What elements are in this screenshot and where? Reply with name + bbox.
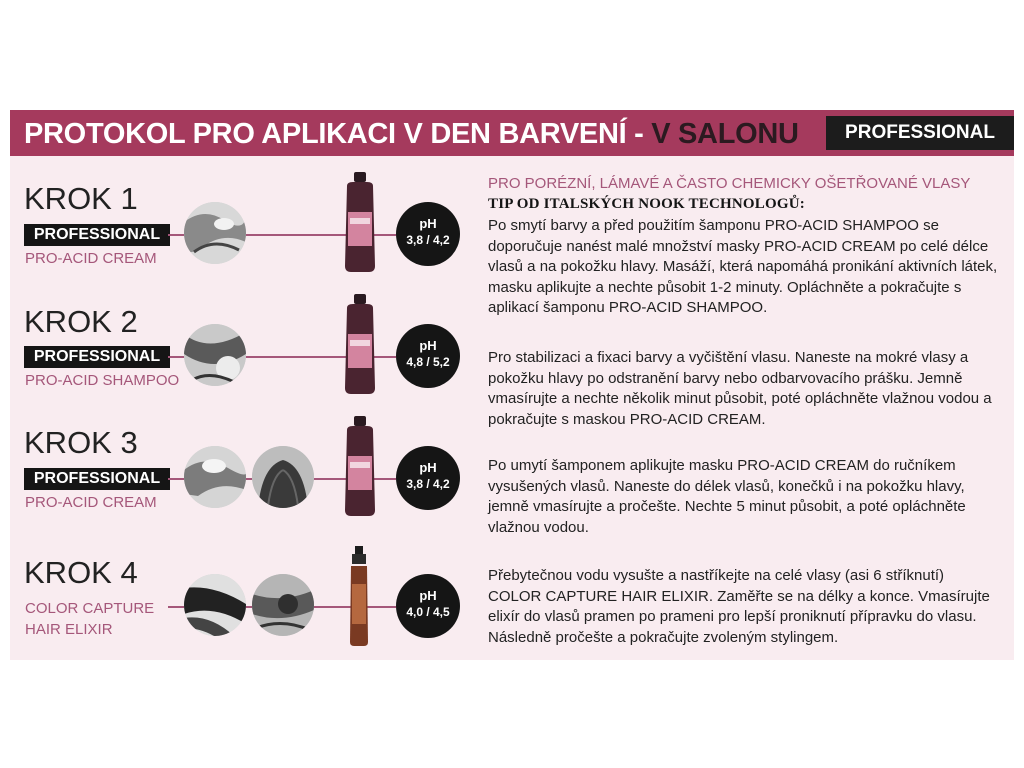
step-2-ph-badge xyxy=(396,324,460,388)
step-3-product: PRO-ACID CREAM xyxy=(25,494,157,511)
step-3-bottle-icon xyxy=(341,416,379,516)
step-1-hair-photo xyxy=(184,202,246,264)
page-title xyxy=(24,114,799,154)
step-3-ph-badge xyxy=(396,446,460,510)
step-4-hair-photo-a xyxy=(184,574,246,636)
step-4-description: Přebytečnou vodu vysušte a nastříkejte na celé vlasy (asi 6 stříknutí) COLOR CAPTURE HAIR ELIXIR. Zaměřte se na délky a konce. Vmasírujte elixír do vlasů pramen po prameni pro lepší proniknutí přípravku do vlasu. Následně pročešte a pokračujte zvoleným stylingem. xyxy=(488,567,990,646)
step-1-bottle-icon xyxy=(341,172,379,272)
step-4-ph-label: pH xyxy=(419,588,437,603)
step-3-ph-value: 3,8 / 4,2 xyxy=(406,477,450,491)
step-3-title: KROK 3 xyxy=(24,425,138,460)
step-1-description: Po smytí barvy a před použitím šamponu PRO-ACID SHAMPOO se doporučuje nanést malé množství masky PRO-ACID CREAM po celé délce vlasů a na pokožku hlavy. Masáží, která napomáhá pronikání aktivních látek, masku aplikujte a nechte působit 1-2 minuty. Opláchněte a pokračujte s aplikací šamponu PRO-ACID SHAMPOO. xyxy=(488,217,998,316)
step-4-ph-badge xyxy=(396,574,460,638)
step-2-ph-label: pH xyxy=(419,338,437,353)
step-1-ph-label: pH xyxy=(419,216,437,231)
step-1-product: PRO-ACID CREAM xyxy=(25,250,157,267)
professional-badge-header: PROFESSIONAL xyxy=(826,116,1014,150)
title-accent: V SALONU xyxy=(651,118,799,150)
step-4-hair-photo-b xyxy=(252,574,314,636)
step-3-hair-photo-a xyxy=(184,446,246,508)
step-4-spray-bottle-icon xyxy=(346,546,372,646)
hair-type-subtitle: PRO PORÉZNÍ, LÁMAVÉ A ČASTO CHEMICKY OŠETŘOVANÉ VLASY xyxy=(488,175,971,192)
step-3-ph-label: pH xyxy=(419,460,437,475)
step-1-badge: PROFESSIONAL xyxy=(24,224,170,246)
step-2-ph-value: 4,8 / 5,2 xyxy=(406,355,450,369)
step-3-hair-photo-b xyxy=(252,446,314,508)
step-1-ph-value: 3,8 / 4,2 xyxy=(406,233,450,247)
step-4-ph-value: 4,0 / 4,5 xyxy=(406,605,450,619)
tip-heading: TIP OD ITALSKÝCH NOOK TECHNOLOGŮ: xyxy=(488,196,805,212)
step-2-product: PRO-ACID SHAMPOO xyxy=(25,372,180,389)
step-2-title: KROK 2 xyxy=(24,304,138,339)
step-3-badge: PROFESSIONAL xyxy=(24,468,170,490)
title-main: PROTOKOL PRO APLIKACI V DEN BARVENÍ - xyxy=(24,118,652,150)
step-1-title: KROK 1 xyxy=(24,181,138,216)
step-4-product-line2: HAIR ELIXIR xyxy=(25,621,113,638)
step-2-badge: PROFESSIONAL xyxy=(24,346,170,368)
step-4-product-line1: COLOR CAPTURE xyxy=(25,600,155,617)
step-2-bottle-icon xyxy=(341,294,379,394)
step-3-description: Po umytí šamponem aplikujte masku PRO-ACID CREAM do ručníkem vysušených vlasů. Naneste do délek vlasů, konečků i na pokožku hlavy, jemně vmasírujte a pročešte. Nechte 5 minut působit, a poté opláchněte vlažnou vodou. xyxy=(488,457,966,536)
step-1-ph-badge xyxy=(396,202,460,266)
step-2-description: Pro stabilizaci a fixaci barvy a vyčištění vlasu. Naneste na mokré vlasy a pokožku hlavy po odstranění barvy nebo odbarvovacího prášku. Jemně vmasírujte a nechte několik minut působit, poté opláchněte vlažnou vodou a pokračujte s maskou PRO-ACID CREAM. xyxy=(488,349,992,428)
step-2-hair-photo xyxy=(184,324,246,386)
step-4-title: KROK 4 xyxy=(24,555,138,590)
